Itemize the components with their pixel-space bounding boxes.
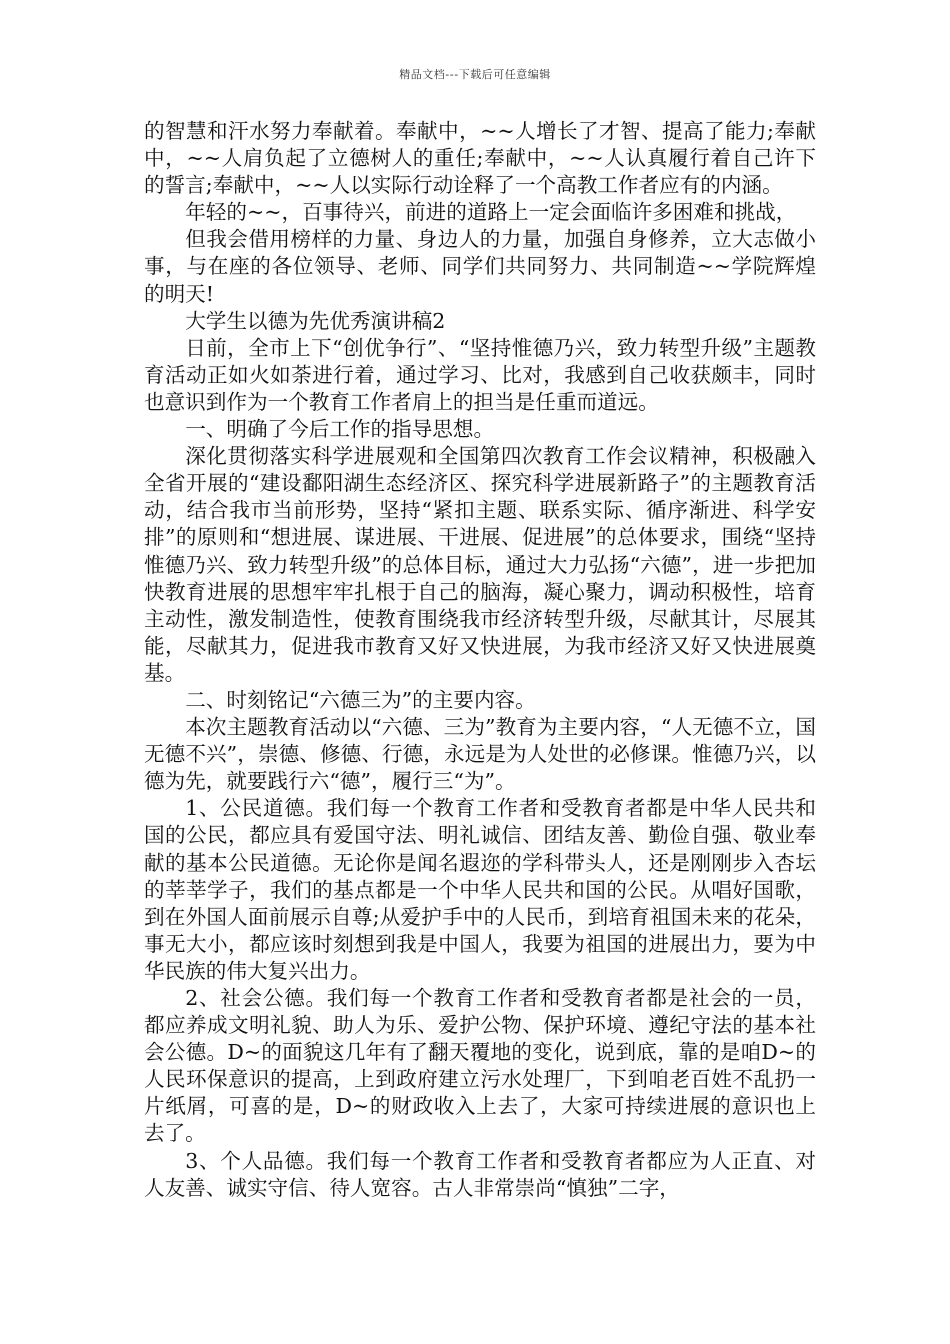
paragraph: 本次主题教育活动以“六德、三为”教育为主要内容，“人无德不立，国无德不兴”，崇德、修德、行德，永远是为人处世的必修课。惟德乃兴，以德为先，就要践行六“德”，履行三“为”。 (144, 715, 816, 794)
paragraph: 年轻的~~，百事待兴，前进的道路上一定会面临许多困难和挑战， (185, 200, 797, 225)
page-header: 精品文档---下载后可任意编辑 (399, 68, 551, 81)
section-title: 大学生以德为先优秀演讲稿2 (185, 308, 446, 333)
paragraph: 1、公民道德。我们每一个教育工作者和受教育者都是中华人民共和国的公民，都应具有爱国守法、明礼诚信、团结友善、勤俭自强、敬业奉献的基本公民道德。无论你是闻名遐迩的学科带头人，还是刚刚步入杏坛的莘莘学子，我们的基点都是一个中华人民共和国的公民。从唱好国歌，到在外国人面前展示自尊;从爱护手中的人民币，到培育祖国未来的花朵，事无大小，都应该时刻想到我是中国人，我要为祖国的进展出力，要为中华民族的伟大复兴出力。 (144, 796, 816, 983)
paragraph: 深化贯彻落实科学进展观和全国第四次教育工作会议精神，积极融入全省开展的“建设鄱阳湖生态经济区、探究科学进展新路子”的主题教育活动，结合我市当前形势，坚持“紧扣主题、联系实际、循序渐进、科学安排”的原则和“想进展、谋进展、干进展、促进展”的总体要求，围绕“坚持惟德乃兴、致力转型升级”的总体目标，通过大力弘扬“六德”，进一步把加快教育进展的思想牢牢扎根于自己的脑海，凝心聚力，调动积极性，培育主动性，激发制造性，使教育围绕我市经济转型升级，尽献其计，尽展其能，尽献其力，促进我市教育又好又快进展，为我市经济又好又快进展奠基。 (144, 444, 816, 685)
section-heading: 二、时刻铭记“六德三为”的主要内容。 (185, 687, 536, 712)
paragraph: 3、个人品德。我们每一个教育工作者和受教育者都应为人正直、对人友善、诚实守信、待人宽容。古人非常崇尚“慎独”二字， (144, 1148, 816, 1200)
paragraph: 但我会借用榜样的力量、身边人的力量，加强自身修养，立大志做小事，与在座的各位领导、老师、同学们共同努力、共同制造~~学院辉煌的明天! (144, 227, 816, 306)
section-heading: 一、明确了今后工作的指导思想。 (185, 417, 495, 442)
paragraph: 2、社会公德。我们每一个教育工作者和受教育者都是社会的一员，都应养成文明礼貌、助人为乐、爱护公物、保护环境、遵纪守法的基本社会公德。D~的面貌这几年有了翻天覆地的变化，说到底，靠的是咱D~的人民环保意识的提高，上到政府建立污水处理厂，下到咱老百姓不乱扔一片纸屑，可喜的是，D~的财政收入上去了，大家可持续进展的意识也上去了。 (144, 986, 816, 1146)
paragraph: 日前，全市上下“创优争行”、“坚持惟德乃兴，致力转型升级”主题教育活动正如火如荼进行着，通过学习、比对，我感到自己收获颇丰，同时也意识到作为一个教育工作者肩上的担当是任重而道远。 (144, 335, 816, 414)
body-text (144, 118, 816, 1202)
paragraph: 的智慧和汗水努力奉献着。奉献中，~~人增长了才智、提高了能力;奉献中，~~人肩负起了立德树人的重任;奉献中，~~人认真履行着自己许下的誓言;奉献中，~~人以实际行动诠释了一个高教工作者应有的内涵。 (144, 119, 816, 198)
